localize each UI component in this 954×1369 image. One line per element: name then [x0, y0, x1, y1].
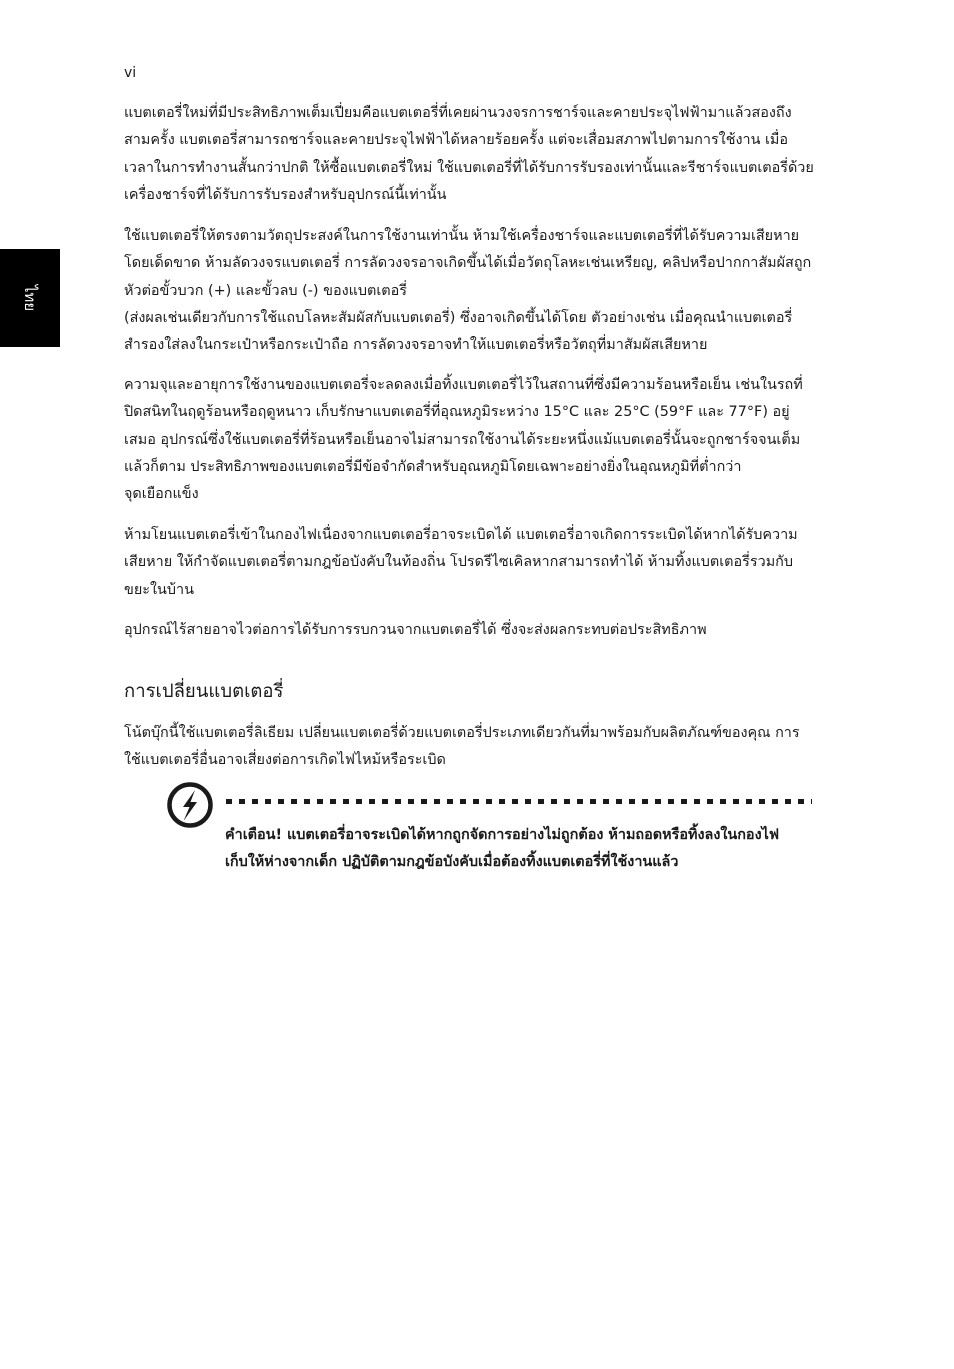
- section-body: โน้ตบุ๊กนี้ใช้แบตเตอรี่ลิเธียม เปลี่ยนแบตเตอรี่ด้วยแบตเตอรี่ประเภทเดียวกันที่มาพร้อมกับผลิตภัณฑ์ของคุณ การใช้แบตเตอรี่อื่นอาจเสี่ยงต่อการเกิดไฟไหม้หรือระเบิด: [124, 725, 800, 769]
- warning-divider: [226, 799, 812, 804]
- language-side-tab: [0, 249, 60, 347]
- paragraph-battery-usage: ใช้แบตเตอรี่ให้ตรงตามวัตถุประสงค์ในการใช้งานเท่านั้น ห้ามใช้เครื่องชาร์จและแบตเตอรี่ที่ได้รับความเสียหายโดยเด็ดขาด ห้ามลัดวงจรแบตเตอรี่ การลัดวงจรอาจเกิดขึ้นได้เมื่อวัตถุโลหะเช่นเหรียญ, คลิปหรือปากกาสัมผัสถูกหัวต่อขั้วบวก (+) และขั้วลบ (-) ของแบตเตอรี่ (ส่งผลเช่นเดียวกับการใช้แถบโลหะสัมผัสกับแบตเตอรี่) ซึ่งอาจเกิดขึ้นได้โดย ตัวอย่างเช่น เมื่อคุณนำแบตเตอรี่สำรองใส่ลงในกระเป๋าหรือกระเป๋าถือ การลัดวงจรอาจทำให้แบตเตอรี่หรือวัตถุที่มาสัมผัสเสียหาย: [124, 228, 812, 354]
- lightning-warning-icon: [166, 781, 214, 829]
- paragraph-wireless-interference: อุปกรณ์ไร้สายอาจไวต่อการได้รับการรบกวนจากแบตเตอรี่ได้ ซึ่งจะส่งผลกระทบต่อประสิทธิภาพ: [124, 622, 707, 638]
- page-number: vi: [124, 65, 137, 81]
- paragraph-battery-disposal: ห้ามโยนแบตเตอรี่เข้าในกองไฟเนื่องจากแบตเตอรี่อาจระเบิดได้ แบตเตอรี่อาจเกิดการระเบิดได้หากได้รับความเสียหาย ให้กำจัดแบตเตอรี่ตามกฎข้อบังคับในท้องถิ่น โปรดรีไซเคิลหากสามารถทำได้ ห้ามทิ้งแบตเตอรี่รวมกับขยะในบ้าน: [124, 527, 798, 598]
- language-side-tab-label: ไทย: [21, 284, 39, 312]
- warning-text: คำเตือน! แบตเตอรี่อาจระเบิดได้หากถูกจัดการอย่างไม่ถูกต้อง ห้ามถอดหรือทิ้งลงในกองไฟ เก็บให้ห่างจากเด็ก ปฏิบัติตามกฎข้อบังคับเมื่อต้องทิ้งแบตเตอรี่ที่ใช้งานแล้ว: [225, 827, 780, 871]
- paragraph-battery-performance: แบตเตอรี่ใหม่ที่มีประสิทธิภาพเต็มเปี่ยมคือแบตเตอรี่ที่เคยผ่านวงจรการชาร์จและคายประจุไฟฟ้ามาแล้วสองถึงสามครั้ง แบตเตอรี่สามารถชาร์จและคายประจุไฟฟ้าได้หลายร้อยครั้ง แต่จะเสื่อมสภาพไปตามการใช้งาน เมื่อเวลาในการทำงานสั้นกว่าปกติ ให้ซื้อแบตเตอรี่ใหม่ ใช้แบตเตอรี่ที่ได้รับการรับรองเท่านั้นและรีชาร์จแบตเตอรี่ด้วยเครื่องชาร์จที่ได้รับการรับรองสำหรับอุปกรณ์นี้เท่านั้น: [124, 105, 814, 203]
- paragraph-battery-temperature: ความจุและอายุการใช้งานของแบตเตอรี่จะลดลงเมื่อทิ้งแบตเตอรี่ไว้ในสถานที่ซึ่งมีความร้อนหรือเย็น เช่นในรถที่ปิดสนิทในฤดูร้อนหรือฤดูหนาว เก็บรักษาแบตเตอรี่ที่อุณหภูมิระหว่าง 15°C และ 25°C (59°F และ 77°F) อยู่เสมอ อุปกรณ์ซึ่งใช้แบตเตอรี่ที่ร้อนหรือเย็นอาจไม่สามารถใช้งานได้ระยะหนึ่งแม้แบตเตอรี่นั้นจะถูกชาร์จจนเต็มแล้วก็ตาม ประสิทธิภาพของแบตเตอรี่มีข้อจำกัดสำหรับอุณหภูมิโดยเฉพาะอย่างยิ่งในอุณหภูมิที่ต่ำกว่าจุดเยือกแข็ง: [124, 377, 803, 503]
- section-heading: การเปลี่ยนแบตเตอรี่: [124, 681, 284, 702]
